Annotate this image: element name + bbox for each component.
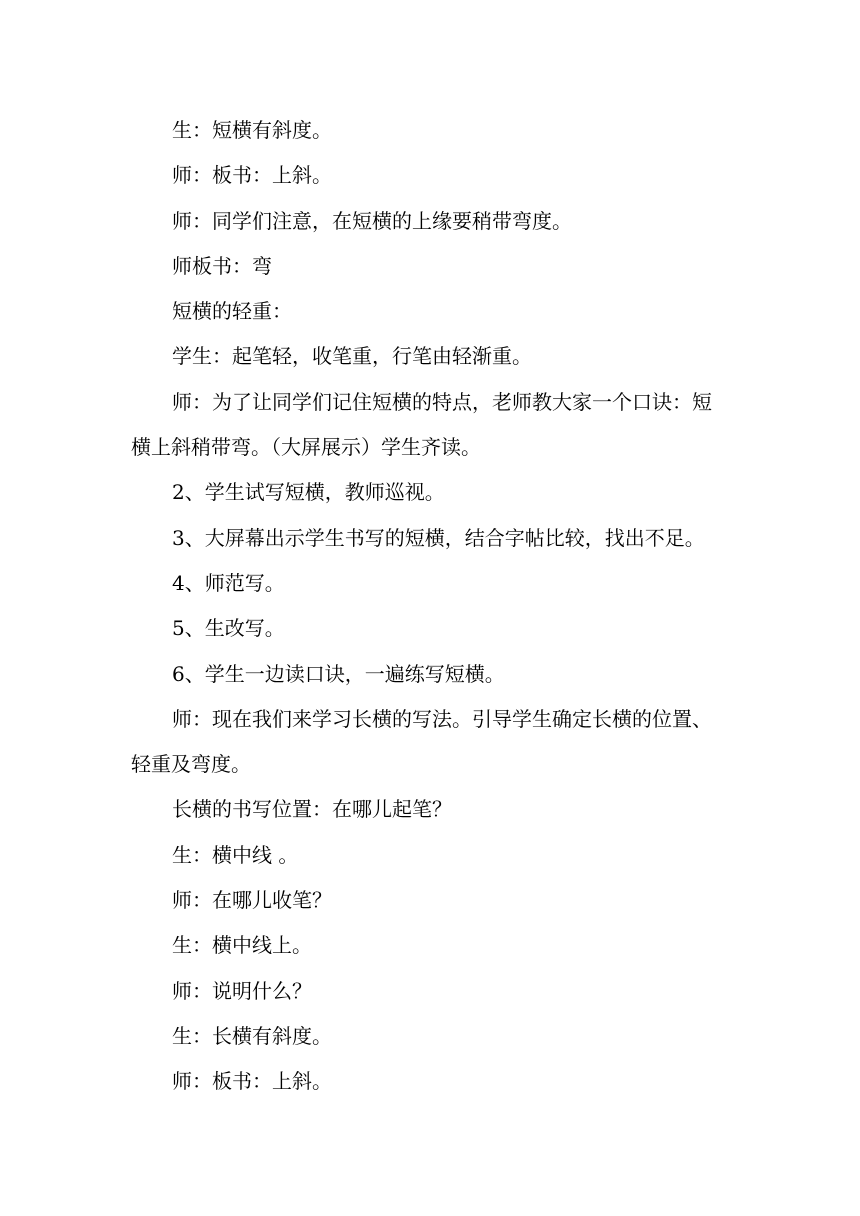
paragraph-11: 5、生改写。 (172, 616, 285, 641)
paragraph-12: 6、学生一边读口诀，一遍练写短横。 (172, 661, 505, 686)
document-body (131, 108, 731, 1105)
paragraph-1: 生：短横有斜度。 (172, 118, 332, 142)
paragraph-15: 生：横中线 。 (172, 842, 299, 867)
paragraph-5: 短横的轻重： (172, 299, 292, 324)
paragraph-3: 师：同学们注意，在短横的上缘要稍带弯度。 (172, 208, 572, 233)
paragraph-20: 师：板书：上斜。 (172, 1069, 332, 1094)
paragraph-8: 2、学生试写短横，教师巡视。 (172, 480, 445, 505)
paragraph-10: 4、师范写。 (172, 570, 285, 595)
paragraph-4: 师板书：弯 (172, 253, 272, 278)
paragraph-16: 师：在哪儿收笔？ (172, 888, 332, 913)
paragraph-17: 生：横中线上。 (172, 933, 312, 958)
paragraph-2: 师：板书：上斜。 (172, 163, 332, 188)
paragraph-18: 师：说明什么？ (172, 978, 312, 1003)
paragraph-9: 3、大屏幕出示学生书写的短横，结合字帖比较，找出不足。 (172, 525, 705, 550)
paragraph-19: 生：长横有斜度。 (172, 1023, 332, 1048)
paragraph-13: 师：现在我们来学习长横的写法。引导学生确定长横的位置、轻重及弯度。 (131, 706, 712, 777)
paragraph-6: 学生：起笔轻，收笔重，行笔由轻渐重。 (172, 344, 532, 369)
paragraph-7: 师：为了让同学们记住短横的特点，老师教大家一个口诀：短横上斜稍带弯。（大屏展示）学生齐读。 (131, 389, 712, 460)
paragraph-14: 长横的书写位置：在哪儿起笔？ (172, 797, 452, 822)
